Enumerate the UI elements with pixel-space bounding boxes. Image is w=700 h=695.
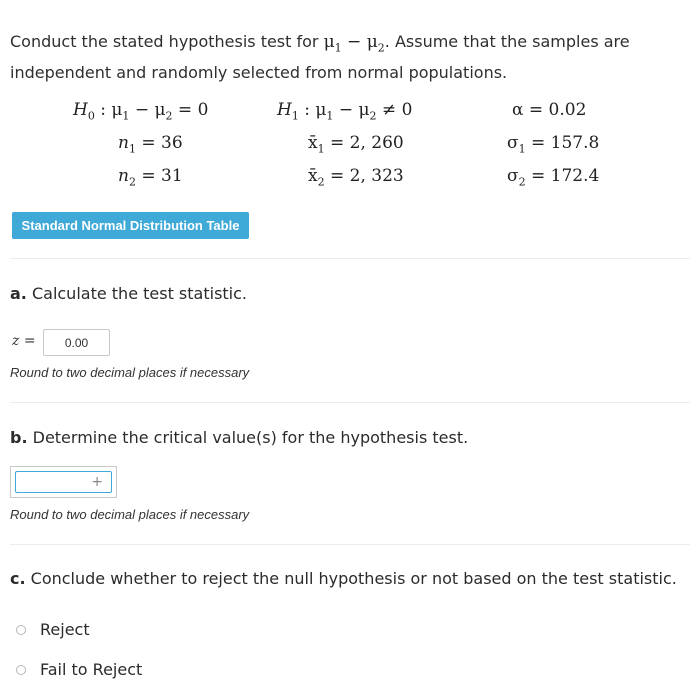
given-values xyxy=(0,96,700,196)
part-b-hint: Round to two decimal places if necessary xyxy=(10,507,250,522)
critical-values-container xyxy=(10,466,117,498)
divider xyxy=(10,402,690,403)
part-a-hint: Round to two decimal places if necessary xyxy=(10,365,250,380)
divider xyxy=(10,544,690,545)
plus-icon[interactable]: + xyxy=(91,474,103,490)
critical-value-input[interactable] xyxy=(15,471,112,493)
z-label: z = xyxy=(12,333,36,349)
part-c-heading: c. Conclude whether to reject the null hypothesis or not based on the test statistic. xyxy=(10,569,677,588)
alpha-value: α = 0.02 xyxy=(512,100,587,120)
part-a-heading: a. Calculate the test statistic. xyxy=(10,284,247,303)
sigma1-value: $\sigma_1 = 157.8$ xyxy=(507,133,600,156)
radio-button[interactable] xyxy=(16,665,26,675)
standard-normal-table-button[interactable]: Standard Normal Distribution Table xyxy=(12,212,249,239)
n2-value: $n_2 = 31$ xyxy=(118,166,183,189)
xbar1-value: $x̄_1 = 2$, 260 xyxy=(308,133,404,156)
test-statistic-input[interactable] xyxy=(43,329,110,356)
divider xyxy=(10,258,690,259)
intro-line-2: independent and randomly selected from normal populations. xyxy=(10,63,508,83)
alt-hypothesis: $H_1$ : $\mu_1 - \mu_2 \ne 0$ xyxy=(277,100,413,123)
question-intro xyxy=(10,29,690,85)
intro-line-1: Conduct the stated hypothesis test for $\mu_1 - \mu_2$. Assume that the samples are xyxy=(10,32,630,55)
option-fail-to-reject[interactable]: Fail to Reject xyxy=(16,660,142,679)
radio-button[interactable] xyxy=(16,625,26,635)
n1-value: $n_1 = 36$ xyxy=(118,133,183,156)
part-b-heading: b. Determine the critical value(s) for the hypothesis test. xyxy=(10,428,469,447)
null-hypothesis: $H_0$ : $\mu_1 - \mu_2 = 0$ xyxy=(73,100,209,123)
sigma2-value: $\sigma_2 = 172.4$ xyxy=(507,166,600,189)
xbar2-value: $x̄_2 = 2$, 323 xyxy=(308,166,404,189)
option-reject[interactable]: Reject xyxy=(16,620,90,639)
